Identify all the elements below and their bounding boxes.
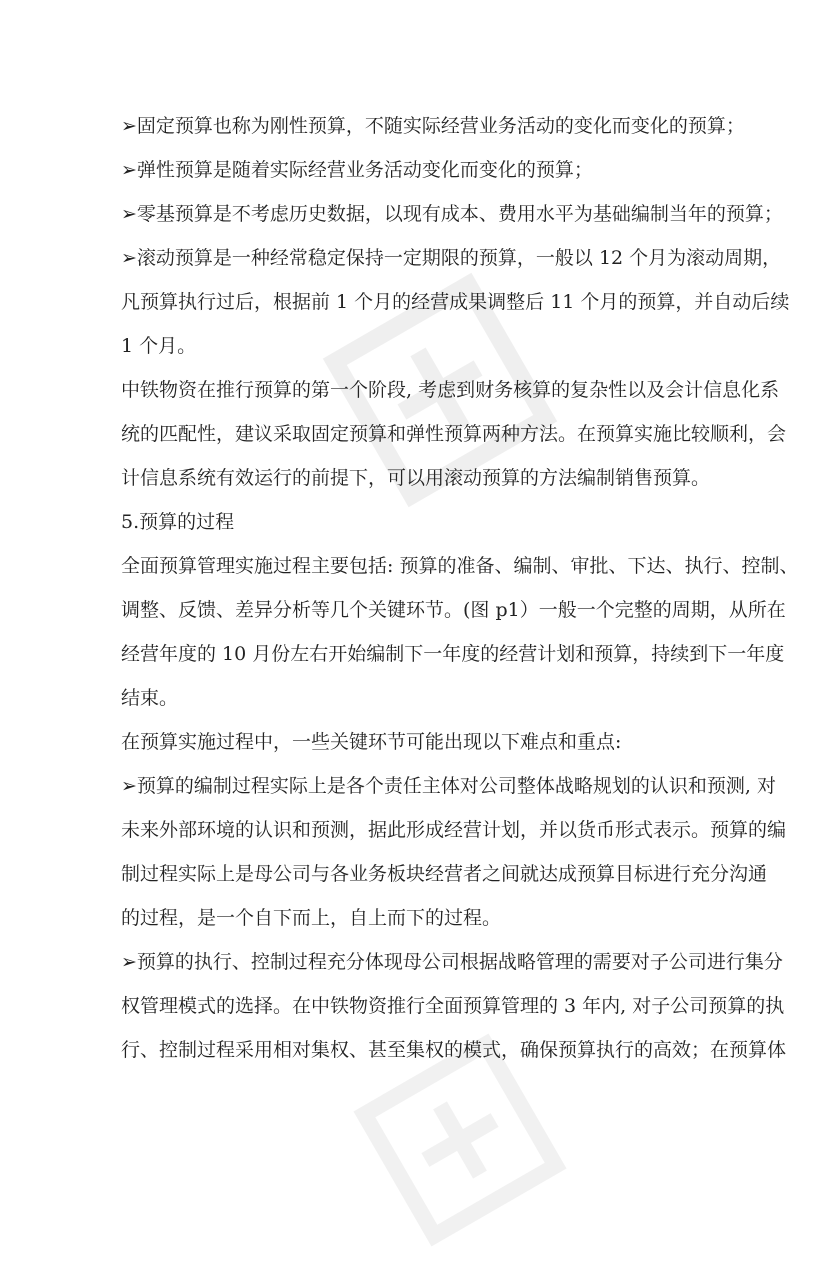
text-line: 凡预算执行过后，根据前 1 个月的经营成果调整后 11 个月的预算，并自动后续 [121, 291, 790, 313]
paragraph [121, 148, 703, 192]
paragraph [121, 368, 787, 500]
text-line: ➢预算的编制过程实际上是各个责任主体对公司整体战略规划的认识和预测, 对 [121, 775, 777, 797]
text-line: ➢弹性预算是随着实际经营业务活动变化而变化的预算； [121, 159, 593, 181]
document-body [121, 104, 799, 1072]
text-line: 经营年度的 10 月份左右开始编制下一年度的经营计划和预算，持续到下一年度 [121, 643, 785, 665]
paragraph [121, 236, 790, 368]
text-line: 在预算实施过程中，一些关键环节可能出现以下难点和重点: [121, 731, 622, 753]
paragraph [121, 764, 787, 940]
paragraph [121, 104, 745, 148]
paragraph [121, 500, 703, 544]
text-line: 中铁物资在推行预算的第一个阶段, 考虑到财务核算的复杂性以及会计信息化系 [121, 379, 780, 401]
paragraph [121, 940, 787, 1072]
text-line: 行、控制过程采用相对集权、甚至集权的模式，确保预算执行的高效；在预算体 [121, 1039, 787, 1061]
text-line: ➢滚动预算是一种经常稳定保持一定期限的预算，一般以 12 个月为滚动周期， [121, 247, 782, 269]
text-line: ➢固定预算也称为刚性预算，不随实际经营业务活动的变化而变化的预算； [121, 115, 745, 137]
text-line: 调整、反馈、差异分析等几个关键环节。(图 p1）一般一个完整的周期，从所在 [121, 599, 786, 621]
text-line: 制过程实际上是母公司与各业务板块经营者之间就达成预算目标进行充分沟通 [121, 863, 768, 885]
text-line: ➢预算的执行、控制过程充分体现母公司根据战略管理的需要对子公司进行集分 [121, 951, 783, 973]
text-line: 结束。 [121, 687, 179, 709]
text-line: 1 个月。 [121, 335, 197, 357]
text-line: 权管理模式的选择。在中铁物资推行全面预算管理的 3 年内, 对子公司预算的执 [121, 995, 785, 1017]
text-line: 全面预算管理实施过程主要包括: 预算的准备、编制、审批、下达、执行、控制、 [121, 555, 799, 577]
text-line: 5.预算的过程 [121, 511, 235, 533]
text-line: 统的匹配性，建议采取固定预算和弹性预算两种方法。在预算实施比较顺利，会 [121, 423, 787, 445]
paragraph [121, 544, 799, 720]
text-line: 未来外部环境的认识和预测，据此形成经营计划，并以货币形式表示。预算的编 [121, 819, 787, 841]
paragraph [121, 192, 783, 236]
text-line: 的过程，是一个自下而上，自上而下的过程。 [121, 907, 502, 929]
paragraph [121, 720, 703, 764]
text-line: 计信息系统有效运行的前提下，可以用滚动预算的方法编制销售预算。 [121, 467, 711, 489]
text-line: ➢零基预算是不考虑历史数据，以现有成本、费用水平为基础编制当年的预算； [121, 203, 783, 225]
